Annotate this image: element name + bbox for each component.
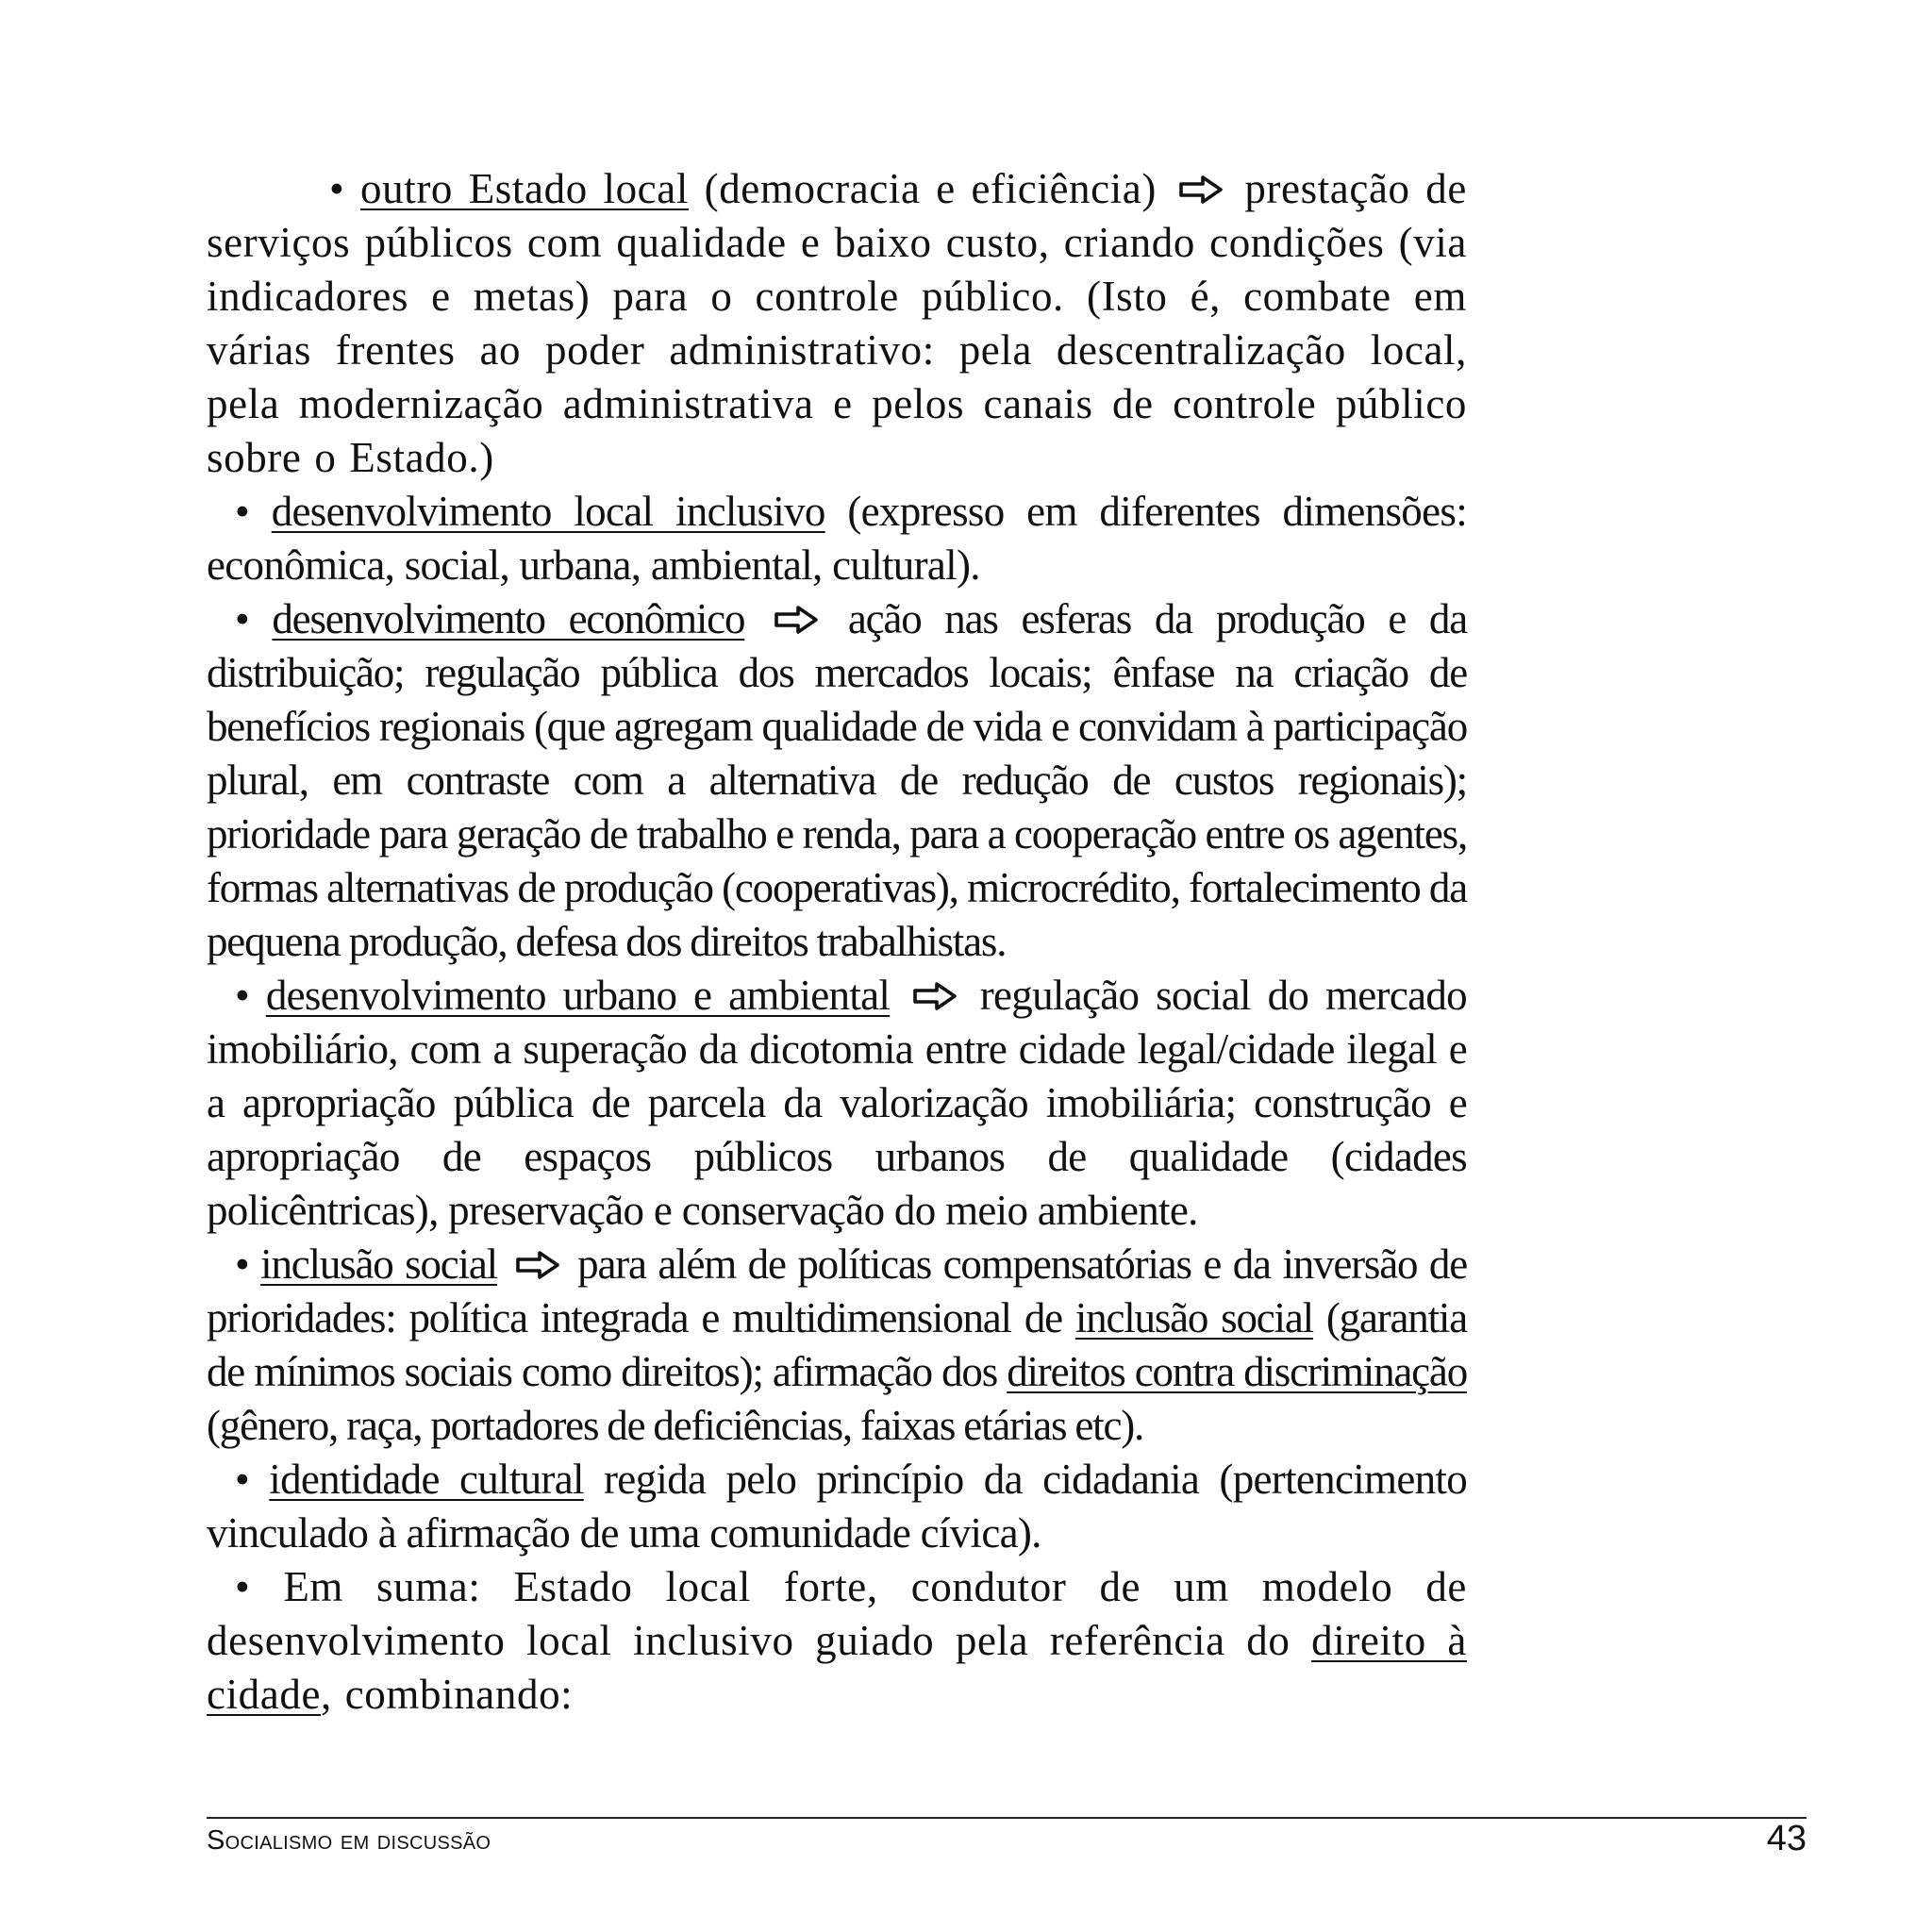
paragraph-text: ação nas esferas da produção e da distribuição; regulação pública dos mercados locais; ênfase na criação de benefícios regionais (que agregam qualidade de vida e convidam à participação plural, em contraste com a alternativa de redução de custos regionais); prioridade para geração de trabalho e renda, para a cooperação entre os agentes, formas alternativas de produção (cooperativas), microcrédito, fortalecimento da pequena produção, defesa dos direitos trabalhistas. xyxy=(207,595,1467,965)
bullet: • xyxy=(235,1456,270,1503)
body-text xyxy=(207,162,1467,1722)
term-direito-a-cidade: direito à cidade xyxy=(207,1617,1467,1718)
bullet: • xyxy=(329,165,361,212)
term-direitos-contra-discriminacao: direitos contra discriminação xyxy=(1007,1348,1467,1395)
term-outro-estado-local: outro Estado local xyxy=(360,165,689,212)
paragraph-text: regulação social do mercado imobiliário, com a superação da dicotomia entre cidade legal/cidade ilegal e a apropriação pública de parcela da valorização imobiliária; construção e apropriação de espaços públicos urbanos de qualidade (cidades policêntricas), preservação e conservação do meio ambiente. xyxy=(207,972,1467,1234)
paragraph-text: para além de políticas compensatórias e da inversão de prioridades: política integrada e multidimensional de xyxy=(207,1241,1467,1341)
paragraph-text: (expresso em diferentes dimensões: econômica, social, urbana, ambiental, cultural). xyxy=(207,488,1467,589)
hollow-right-arrow-icon xyxy=(1178,175,1224,205)
footer-title: Socialismo em discussão xyxy=(207,1825,491,1856)
paragraph-identidade-cultural xyxy=(207,1453,1467,1560)
term-inclusao-social-2: inclusão social xyxy=(1074,1294,1313,1341)
paragraph-text: (garantia de mínimos sociais como direitos); afirmação dos xyxy=(207,1294,1467,1395)
paragraph-text: regida pelo princípio da cidadania (pertencimento vinculado à afirmação de uma comunidade cívica). xyxy=(207,1456,1467,1557)
paragraph-desenvolvimento-economico xyxy=(207,592,1467,969)
hollow-right-arrow-icon xyxy=(774,605,819,635)
paragraph-text: (gênero, raça, portadores de deficiências, faixas etárias etc). xyxy=(207,1402,1144,1449)
paragraph-text: • Em suma: Estado local forte, condutor de um modelo de desenvolvimento local inclusivo guiado pela referência do xyxy=(207,1563,1467,1664)
bullet: • xyxy=(235,1241,261,1288)
paragraph-text: prestação de serviços públicos com qualidade e baixo custo, criando condições (via indicadores e metas) para o controle público. (Isto é, combate em várias frentes ao poder administrativo: pela descentralização local, pela modernização administrativa e pelos canais de controle público sobre o Estado.) xyxy=(207,165,1467,481)
paragraph-em-suma xyxy=(207,1560,1467,1722)
paragraph-desenvolvimento-local xyxy=(207,485,1467,592)
term-desenvolvimento-urbano-e-ambiental: desenvolvimento urbano e ambiental xyxy=(265,972,891,1019)
bullet: • xyxy=(235,595,273,642)
term-inclusao-social: inclusão social xyxy=(260,1241,497,1288)
paragraph-inclusao-social xyxy=(207,1238,1467,1453)
bullet: • xyxy=(235,972,266,1019)
term-desenvolvimento-economico: desenvolvimento econômico xyxy=(272,595,745,642)
hollow-right-arrow-icon xyxy=(912,981,958,1011)
paragraph-desenvolvimento-urbano xyxy=(207,969,1467,1238)
footer-rule xyxy=(207,1817,1807,1819)
paragraph-text: , combinando: xyxy=(321,1671,574,1718)
page-number: 43 xyxy=(1766,1819,1807,1858)
bullet: • xyxy=(235,488,272,535)
term-identidade-cultural: identidade cultural xyxy=(269,1456,584,1503)
hollow-right-arrow-icon xyxy=(515,1250,560,1280)
term-desenvolvimento-local-inclusivo: desenvolvimento local inclusivo xyxy=(271,488,825,535)
paragraph-outro-estado-local xyxy=(207,162,1467,485)
paragraph-text: (democracia e eficiência) xyxy=(688,165,1157,212)
